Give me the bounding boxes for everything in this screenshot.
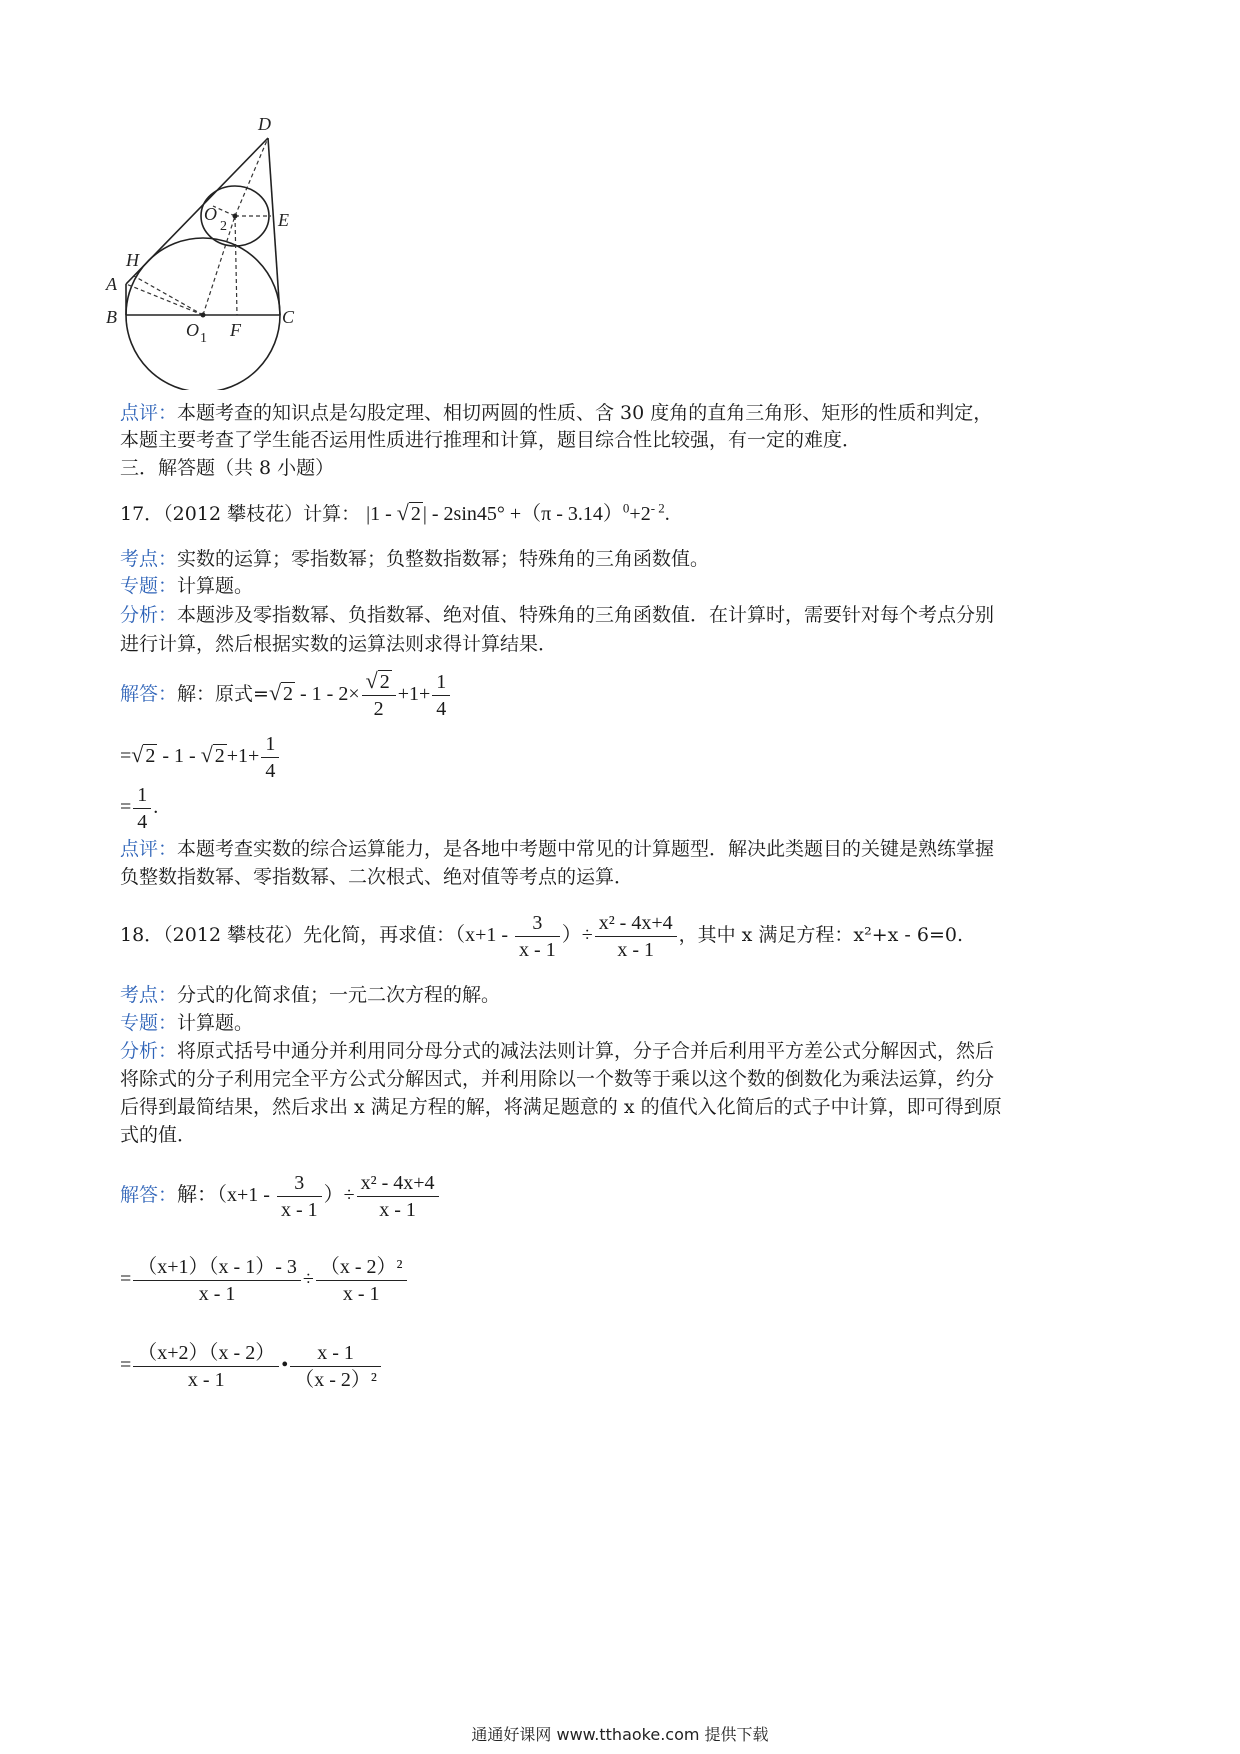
- label-b: B: [106, 307, 117, 327]
- label-f: F: [230, 320, 241, 340]
- q18-solution-step3: = $\frac{(x+2)(x - 2)}{x - 1}$ • $\frac{x - 1}{\text{（x - 2）²}}$: [120, 1340, 383, 1391]
- q17-solution-step2: =√ 2 - 1 - √ 2 +1+ $\frac{1}{4}$: [120, 730, 281, 782]
- svg-text:1: 1: [200, 331, 207, 346]
- label-h: H: [126, 250, 139, 270]
- section-heading: 三．解答题（共 8 小题）: [120, 457, 335, 479]
- label-e: E: [278, 210, 289, 230]
- q18-solution-step2: = $\frac{(x+1)(x - 1)- 3}{x - 1}$ ÷ $\frac{\text{（x - 2）²}}{x - 1}$: [120, 1254, 409, 1305]
- q17-solution-step3: = $\frac{1}{4}$ .: [120, 783, 159, 833]
- label-a: A: [106, 274, 117, 294]
- label-o1: O: [186, 320, 199, 340]
- q17-dianping2: 负整数指数幂、零指数幂、二次根式、绝对值等考点的运算．: [120, 866, 634, 888]
- q17-solution-step1: 解答：解：原式=√ 2 - 1 - 2× $\frac{√ 2}{2}$ +1+ $\frac{1}{4}$: [120, 668, 452, 720]
- q18-fenxi1: 分析：将原式括号中通分并利用同分母分式的减法法则计算，分子合并后利用平方差公式分解因式，然后: [120, 1040, 995, 1062]
- q17-dianping1: 点评：本题考查实数的综合运算能力，是各地中考题中常见的计算题型．解决此类题目的关键是熟练掌握: [120, 838, 995, 860]
- q17-stem-text: 17．（2012 攀枝花）计算：: [120, 503, 361, 525]
- review-label: 点评：: [120, 402, 178, 424]
- q18-zhuanti: 专题：计算题。: [120, 1012, 254, 1034]
- q17-kaodian: 考点：实数的运算；零指数幂；负整数指数幂；特殊角的三角函数值。: [120, 548, 710, 570]
- q18-fenxi2: 将除式的分子利用完全平方公式分解因式，并利用除以一个数等于乘以这个数的倒数化为乘法运算，约分: [120, 1068, 995, 1090]
- q18-fenxi3: 后得到最简结果，然后求出 x 满足方程的解，将满足题意的 x 的值代入化简后的式子中计算，即可得到原: [120, 1096, 1002, 1118]
- q18-stem: 18．（2012 攀枝花）先化简，再求值：（x+1 - $\frac{3}{x - 1}$ ）÷ $\frac{\text{x² - 4x+4}}{x - 1}$ ，其中 x 满足方程：x²+x - 6=0.: [120, 911, 964, 961]
- label-d: D: [258, 114, 271, 134]
- review16-text1: 本题考查的知识点是勾股定理、相切两圆的性质、含 30 度角的直角三角形、矩形的性质和判定，: [177, 402, 993, 424]
- q17-zhuanti: 专题：计算题。: [120, 575, 254, 597]
- q17-fenxi2: 进行计算，然后根据实数的运算法则求得计算结果．: [120, 633, 558, 655]
- q18-kaodian: 考点：分式的化简求值；一元二次方程的解。: [120, 984, 501, 1006]
- svg-text:2: 2: [220, 219, 227, 234]
- tangent-line-ad: [126, 138, 268, 284]
- q18-fenxi4: 式的值．: [120, 1124, 197, 1146]
- review16-line2: 本题主要考查了学生能否运用性质进行推理和计算，题目综合性比较强，有一定的难度．: [120, 429, 862, 451]
- label-o2: O: [204, 204, 217, 224]
- q17-fenxi1: 分析：本题涉及零指数幂、负指数幂、绝对值、特殊角的三角函数值．在计算时，需要针对每个考点分别: [120, 604, 995, 626]
- q18-solution-step1: 解答：解：（x+1 - $\frac{3}{x - 1}$ ）÷ $\frac{\text{x² - 4x+4}}{x - 1}$: [120, 1170, 441, 1221]
- label-c: C: [282, 307, 295, 327]
- q17-stem: [120, 500, 670, 527]
- geometry-figure: [100, 110, 340, 390]
- review16-line1: [120, 400, 992, 426]
- q17-expression: |1 - √ 2 | - $2\sin 45^\circ +(\pi - 3.14)^0+2^{- 2}$.: [366, 500, 670, 525]
- page-footer: 通通好课网 www.tthaoke.com 提供下载: [471, 1725, 769, 1744]
